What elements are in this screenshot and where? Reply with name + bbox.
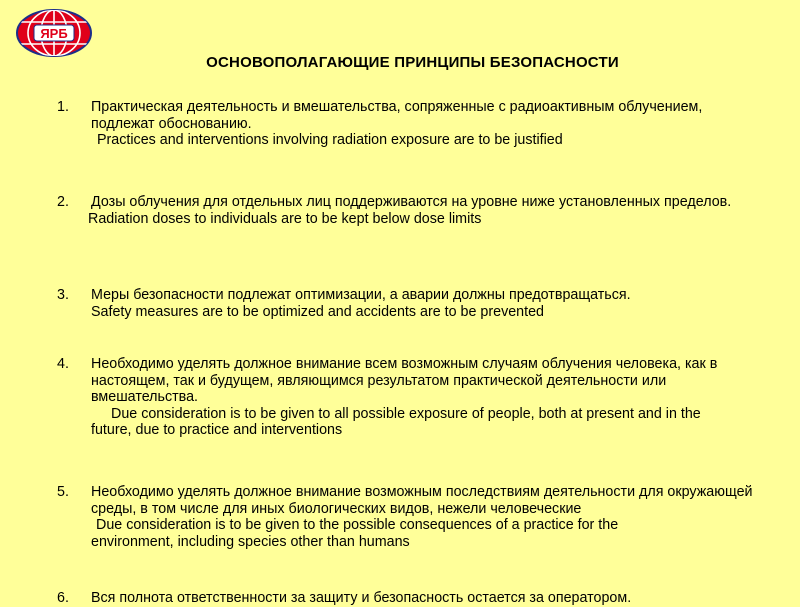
item-text-en-line1: Due consideration is to be given to the possible consequences of a practice for the <box>96 517 619 533</box>
item-text-ru: Меры безопасности подлежат оптимизации, а аварии должны предотвращаться. <box>91 287 631 303</box>
item-text-ru: Дозы облучения для отдельных лиц поддерживаются на уровне ниже установленных пределов. <box>91 194 732 210</box>
item-text-en: Radiation doses to individuals are to be kept below dose limits <box>88 210 482 227</box>
item-number: 3. <box>57 287 69 303</box>
item-number: 6. <box>57 590 69 606</box>
item-number: 5. <box>57 484 69 500</box>
principle-item-3 <box>0 287 800 320</box>
item-text-ru: Практическая деятельность и вмешательства, сопряженные с радиоактивным облучением, подлежат обоснованию. <box>91 99 703 132</box>
item-number: 4. <box>57 356 69 372</box>
item-text-en-line2: environment, including species other than humans <box>91 533 410 550</box>
yarb-logo <box>15 8 93 58</box>
principle-item-6 <box>0 590 800 607</box>
logo-text: ЯРБ <box>40 26 68 41</box>
item-text-en: Practices and interventions involving radiation exposure are to be justified <box>97 132 563 148</box>
globe-logo-icon <box>15 8 93 58</box>
item-text-en: Safety measures are to be optimized and accidents are to be prevented <box>91 303 545 320</box>
item-text-ru: Необходимо уделять должное внимание всем возможным случаям облучения человека, как в настоящем, так и будущем, являющимся результатом практической деятельности или вмешательства. <box>91 356 718 405</box>
principle-item-4 <box>0 356 800 439</box>
item-text-en-line2: future, due to practice and interventions <box>91 422 343 438</box>
item-text-ru: Необходимо уделять должное внимание возможным последствиям деятельности для окружающей среды, в том числе для иных биологических видов, нежели человеческие <box>91 484 753 517</box>
item-number: 2. <box>57 194 69 210</box>
item-text-en-line1: Due consideration is to be given to all possible exposure of people, both at present and in the <box>111 405 701 422</box>
item-text-en <box>91 406 762 439</box>
item-text-ru: Вся полнота ответственности за защиту и безопасность остается за оператором. <box>91 590 632 606</box>
item-number: 1. <box>57 99 69 115</box>
principle-item-2 <box>0 194 800 227</box>
principle-item-1 <box>0 99 800 149</box>
principle-item-5 <box>0 484 800 550</box>
page-title: ОСНОВОПОЛАГАЮЩИЕ ПРИНЦИПЫ БЕЗОПАСНОСТИ <box>206 54 619 71</box>
item-text-en <box>91 517 762 550</box>
